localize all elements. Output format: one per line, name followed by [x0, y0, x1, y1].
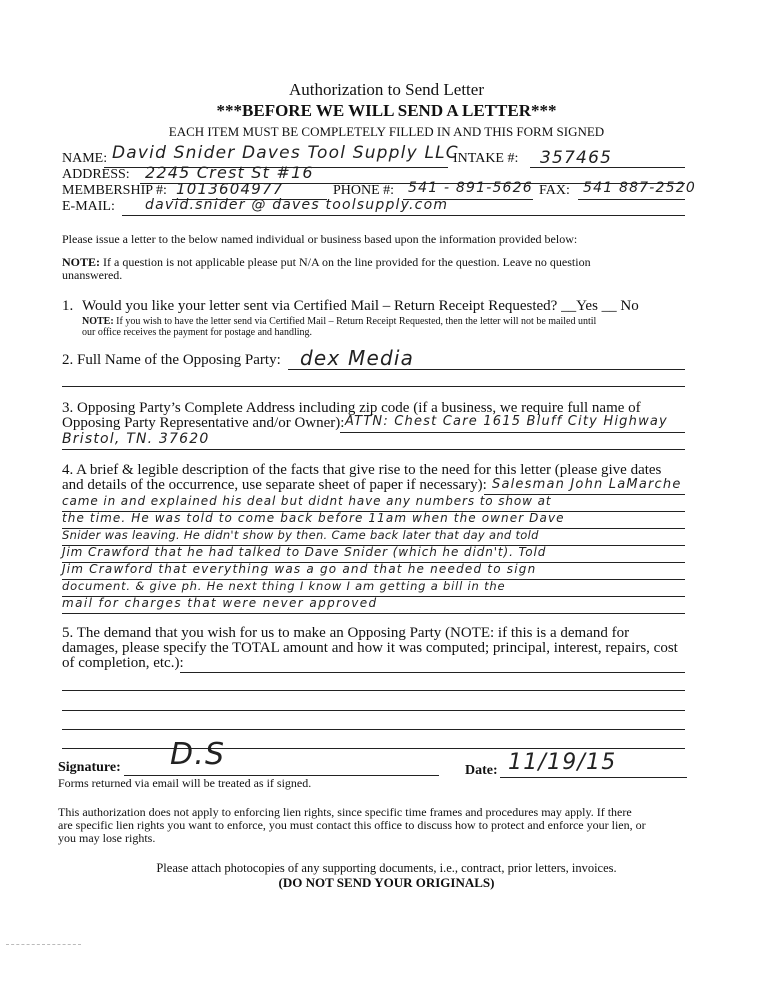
q4-value-line[interactable]: Jim Crawford that he had talked to Dave Snider (which he didn't). Told	[62, 545, 547, 559]
membership-value[interactable]: 1013604977	[176, 180, 284, 198]
q1-number: 1.	[62, 298, 74, 314]
originals-warning: (DO NOT SEND YOUR ORIGINALS)	[278, 875, 495, 890]
q4-line-7	[62, 613, 685, 614]
q3-text: 3. Opposing Party’s Complete Address including zip code (if a business, we require full name of	[62, 400, 641, 416]
q5-line-1	[62, 690, 685, 691]
address-value[interactable]: 2245 Crest St #16	[145, 163, 314, 182]
form-subtitle: ***BEFORE WE WILL SEND A LETTER***	[216, 101, 557, 120]
q1-note-text-cont: our office receives the payment for postage and handling.	[82, 327, 313, 338]
signature-value[interactable]: D.S	[170, 737, 226, 772]
phone-value[interactable]: 541 - 891-5626	[408, 180, 533, 196]
q4-text-cont: and details of the occurrence, use separate sheet of paper if necessary):	[62, 477, 487, 493]
q3-value-1[interactable]: ATTN: Chest Care 1615 Bluff City Highway	[345, 414, 668, 429]
disclaimer-text: This authorization does not apply to enforcing lien rights, since specific time frames and procedures may apply. If there	[58, 805, 632, 819]
date-value[interactable]: 11/19/15	[508, 750, 617, 775]
form-instruction: EACH ITEM MUST BE COMPLETELY FILLED IN AND THIS FORM SIGNED	[168, 124, 605, 139]
q4-value-line[interactable]: Salesman John LaMarche	[492, 477, 682, 492]
q4-value-line[interactable]: mail for charges that were never approved	[62, 596, 378, 610]
phone-label: PHONE #:	[333, 183, 395, 198]
q5-text: 5. The demand that you wish for us to make an Opposing Party (NOTE: if this is a demand for	[62, 625, 630, 641]
note-text-cont: unanswered.	[62, 268, 123, 282]
q1-text: Would you like your letter sent via Certified Mail – Return Receipt Requested? __Yes __ No	[82, 298, 639, 314]
q4-value-line[interactable]: came in and explained his deal but didnt have any numbers to show at	[62, 494, 552, 508]
note-label: NOTE:	[62, 255, 101, 269]
q3-line-1	[340, 432, 685, 433]
scan-artifact	[6, 944, 81, 945]
fax-line	[578, 199, 685, 200]
q4-value-line[interactable]: Snider was leaving. He didn't show by then. Came back later that day and told	[62, 528, 539, 542]
q2-value[interactable]: dex Media	[300, 346, 415, 370]
email-line	[122, 215, 685, 216]
email-signed-note: Forms returned via email will be treated as if signed.	[58, 776, 312, 790]
date-label: Date:	[465, 763, 498, 778]
q4-value-line[interactable]: document. & give ph. He next thing I know I am getting a bill in the	[62, 579, 506, 593]
q4-value-line[interactable]: Jim Crawford that everything was a go and that he needed to sign	[62, 562, 537, 576]
attach-instruction: Please attach photocopies of any supporting documents, i.e., contract, prior letters, invoices.	[156, 861, 617, 875]
disclaimer-text: you may lose rights.	[58, 831, 156, 845]
q2-extra-line	[62, 386, 685, 387]
q5-line-3	[62, 729, 685, 730]
membership-label: MEMBERSHIP #:	[62, 183, 167, 198]
q2-label: 2. Full Name of the Opposing Party:	[62, 352, 281, 368]
date-line	[500, 777, 687, 778]
q5-text-cont: of completion, etc.):	[62, 655, 184, 671]
q5-line-0	[180, 672, 685, 673]
email-label: E-MAIL:	[62, 199, 115, 214]
q5-line-4	[62, 748, 685, 749]
q3-text-cont: Opposing Party Representative and/or Owner):	[62, 415, 345, 431]
q5-text-cont: damages, please specify the TOTAL amount and how it was computed; principal, interest, repairs, cost	[62, 640, 678, 656]
intro-text: Please issue a letter to the below named individual or business based upon the information provided below:	[62, 232, 578, 246]
form-title: Authorization to Send Letter	[289, 80, 484, 99]
name-value[interactable]: David Snider Daves Tool Supply LLC	[112, 143, 459, 163]
intake-value[interactable]: 357465	[540, 148, 613, 168]
name-label: NAME:	[62, 151, 108, 166]
q3-value-2[interactable]: Bristol, TN. 37620	[62, 431, 210, 447]
signature-label: Signature:	[58, 760, 121, 775]
intake-label: INTAKE #:	[453, 151, 519, 166]
q4-text: 4. A brief & legible description of the facts that give rise to the need for this letter (please give dates	[62, 462, 662, 478]
fax-value[interactable]: 541 887-2520	[583, 180, 696, 196]
disclaimer-text: are specific lien rights you want to enforce, you must contact this office to discuss how to protect and enforce your lien, or	[58, 818, 646, 832]
fax-label: FAX:	[539, 183, 570, 198]
q1-note-text: If you wish to have the letter send via Certified Mail – Return Receipt Requested, then the letter will not be mailed until	[116, 316, 597, 327]
q1-note-label: NOTE:	[82, 316, 114, 327]
q4-value-line[interactable]: the time. He was told to come back before 11am when the owner Dave	[62, 511, 565, 525]
q5-line-2	[62, 710, 685, 711]
email-value[interactable]: david.snider @ daves toolsupply.com	[145, 197, 449, 213]
q3-line-2	[62, 449, 685, 450]
note-text: If a question is not applicable please put N/A on the line provided for the question. Leave no question	[103, 255, 591, 269]
address-label: ADDRESS:	[62, 167, 130, 182]
